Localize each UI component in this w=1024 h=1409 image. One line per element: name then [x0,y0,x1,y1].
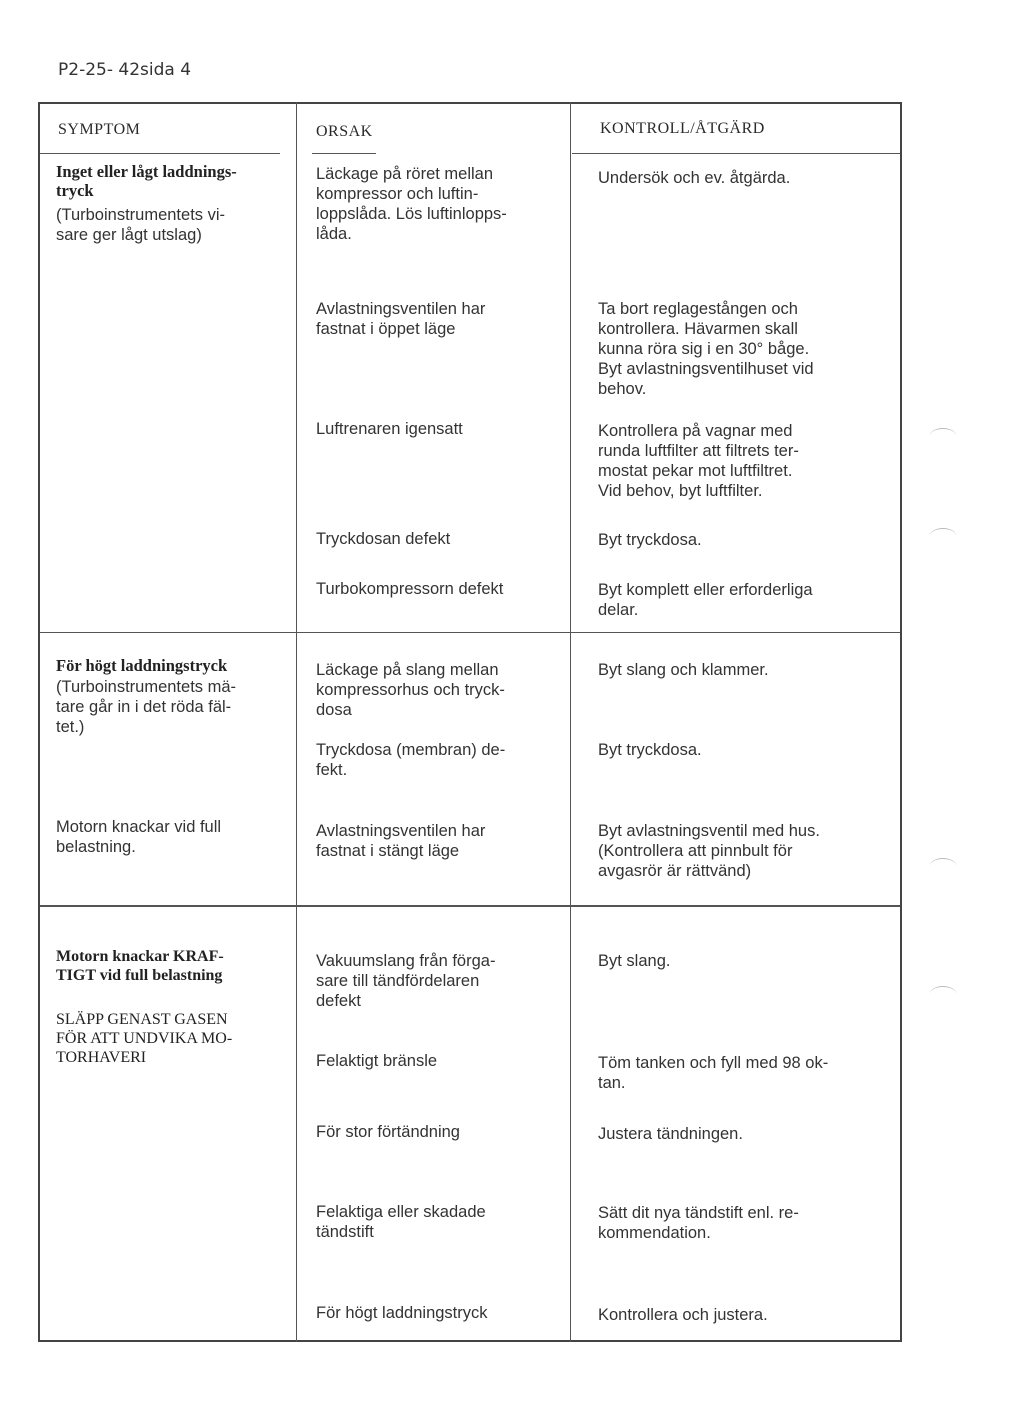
action-text: Byt slang. [598,952,671,970]
cause-text: Läckage på slang mellan kompressorhus och tryck- dosa [316,661,505,719]
action-text: Byt komplett eller erforderliga delar. [598,581,813,619]
punch-hole-mark [930,528,956,543]
action-text: Justera tändningen. [598,1125,743,1143]
header-underline-symptom [40,153,280,154]
cause-text: För stor förtändning [316,1123,460,1141]
action-text: Kontrollera på vagnar med runda luftfilter att filtrets ter- mostat pekar mot luftfiltret. Vid behov, byt luftfilter. [598,422,799,500]
action-text: Töm tanken och fyll med 98 ok- tan. [598,1054,829,1092]
row-divider-1 [40,632,900,633]
cause-text: Luftrenaren igensatt [316,420,463,438]
action-text: Byt tryckdosa. [598,531,702,549]
header-atgard: KONTROLL/ÅTGÄRD [600,120,765,137]
page-reference: P2-25- 42sida 4 [58,60,192,80]
header-underline-orsak [312,153,376,154]
punch-hole-mark [930,428,956,443]
action-text: Undersök och ev. åtgärda. [598,169,791,187]
symptom-title: Inget eller lågt laddnings- tryck [56,162,237,200]
symptom-note: (Turboinstrumentets vi- sare ger lågt utslag) [56,206,226,244]
cause-text: Felaktigt bränsle [316,1052,438,1070]
header-symptom: SYMPTOM [58,121,141,138]
symptom-title: Motorn knackar KRAF- TIGT vid full belastning [56,948,224,984]
header-underline-atgard [572,153,900,154]
cause-text: Avlastningsventilen har fastnat i öppet läge [316,300,486,338]
cause-text: För högt laddningstryck [316,1304,488,1322]
action-text: Ta bort reglagestången och kontrollera. Hävarmen skall kunna röra sig i en 30° båge. Byt avlastningsventilhuset vid behov. [598,300,814,398]
action-text: Byt avlastningsventil med hus. (Kontrollera att pinnbult för avgasrör är rättvänd) [598,822,820,880]
cause-text: Läckage på röret mellan kompressor och luftin- loppslåda. Lös luftinlopps- låda. [316,165,507,243]
header-orsak: ORSAK [316,123,373,140]
cause-text: Felaktiga eller skadade tändstift [316,1203,486,1241]
symptom-title: För högt laddningstryck [56,656,228,675]
action-text: Byt slang och klammer. [598,661,769,679]
symptom-warning: SLÄPP GENAST GASEN FÖR ATT UNDVIKA MO- TORHAVERI [56,1011,233,1066]
action-text: Byt tryckdosa. [598,741,702,759]
punch-hole-mark [930,986,956,1001]
cause-text: Avlastningsventilen har fastnat i stängt läge [316,822,486,860]
column-divider-1 [296,102,297,1342]
symptom-note: (Turboinstrumentets mä- tare går in i det röda fäl- tet.) [56,678,237,736]
cause-text: Vakuumslang från förga- sare till tändfördelaren defekt [316,952,496,1010]
column-divider-2 [570,102,571,1342]
action-text: Kontrollera och justera. [598,1306,768,1324]
symptom-note: Motorn knackar vid full belastning. [56,818,222,856]
row-divider-2 [40,905,900,907]
cause-text: Tryckdosa (membran) de- fekt. [316,741,506,779]
punch-hole-mark [930,858,956,873]
action-text: Sätt dit nya tändstift enl. re- kommendation. [598,1204,799,1242]
cause-text: Tryckdosan defekt [316,530,451,548]
cause-text: Turbokompressorn defekt [316,580,504,598]
